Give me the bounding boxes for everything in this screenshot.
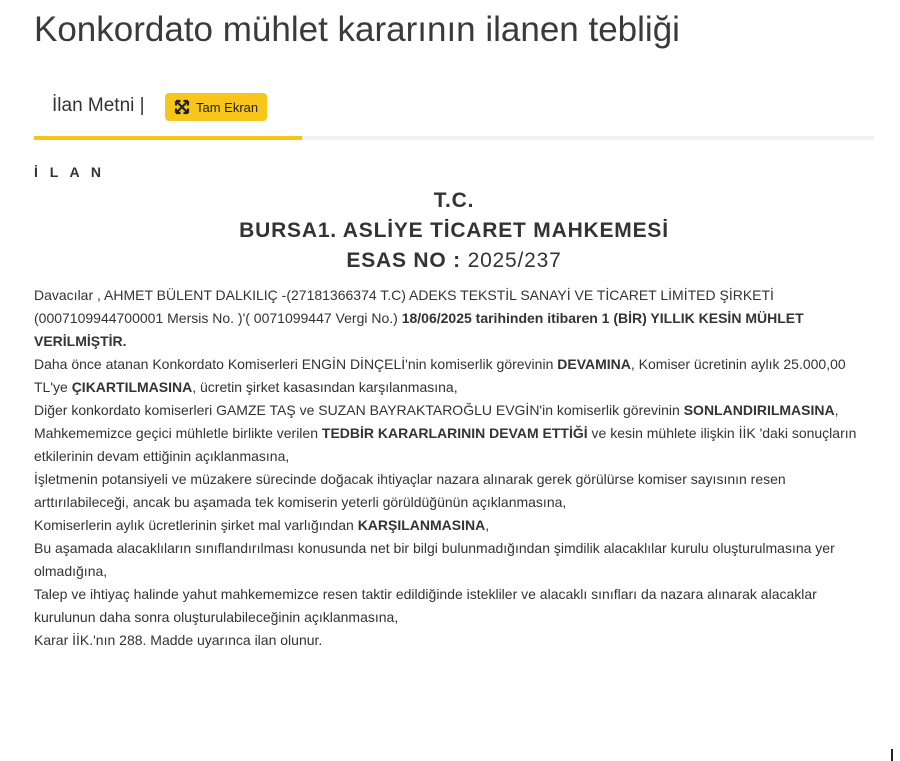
tab-ilan-metni[interactable]: İlan Metni | — [52, 95, 145, 116]
paragraph-creditors: Bu aşamada alacaklıların sınıflandırılması konusunda net bir bilgi bulunmadığından şimdilik alacaklılar kurulu oluşturulmasına yer olmadığına, — [34, 540, 835, 579]
paragraph-committee: Talep ve ihtiyaç halinde yahut mahkememizce resen taktir edildiğinde istekliler ve alacaklı sınıfları da nazara alınarak alacaklar kurulunun daha sonra oluşturulabileceğinin açıklanmasına, — [34, 586, 817, 625]
case-number-label: ESAS NO : — [346, 249, 461, 272]
expand-icon — [174, 99, 190, 115]
case-number-value: 2025/237 — [467, 249, 562, 272]
page-title: Konkordato mühlet kararının ilanen tebliği — [34, 10, 680, 49]
paragraph-potential: İşletmenin potansiyeli ve müzakere sürecinde doğacak ihtiyaçlar nazara alınarak gerek görülürse komiser sayısının resen arttırılabileceği, ancak bu aşamada tek komiserin yeterli görüldüğünün açıklanmasına, — [34, 471, 786, 510]
notice-body — [34, 284, 874, 652]
tab-bar — [34, 92, 874, 140]
court-country: T.C. — [433, 189, 475, 212]
court-name: BURSA1. ASLİYE TİCARET MAHKEMESİ — [239, 219, 669, 242]
paragraph-fees: Komiserlerin aylık ücretlerinin şirket mal varlığından KARŞILANMASINA, — [34, 517, 490, 533]
notice-heading: İ L A N — [34, 164, 106, 180]
paragraph-final: Karar İİK.'nın 288. Madde uyarınca ilan olunur. — [34, 632, 323, 648]
fullscreen-label: Tam Ekran — [196, 99, 259, 115]
paragraph-commissioner: Daha önce atanan Konkordato Komiserleri ENGİN DİNÇELİ'nin komiserlik görevinin DEVAMINA, Komiser ücretinin aylık 25.000,00 TL'ye ÇIKARTILMASINA, ücretin şirket kasasından karşılanmasına, — [34, 356, 846, 395]
paragraph-measures: Mahkememizce geçici mühletle birlikte verilen TEDBİR KARARLARININ DEVAM ETTİĞİ ve kesin mühlete ilişkin İİK 'daki sonuçların etkilerinin devam ettiğinin açıklanmasına, — [34, 425, 857, 464]
fullscreen-button[interactable] — [165, 93, 267, 121]
active-tab-indicator — [34, 136, 302, 140]
cursor-mark — [891, 749, 893, 761]
case-number — [34, 246, 874, 276]
paragraph-claimants: Davacılar , AHMET BÜLENT DALKILIÇ -(27181366374 T.C) ADEKS TEKSTİL SANAYİ VE TİCARET LİMİTED ŞİRKETİ (0007109944700001 Mersis No. )'( 0071099447 Vergi No.) 18/06/2025 tarihinden itibaren 1 (BİR) YILLIK KESİN MÜHLET VERİLMİŞTİR. — [34, 287, 804, 349]
court-header — [34, 186, 874, 276]
paragraph-other-commissioners: Diğer konkordato komiserleri GAMZE TAŞ ve SUZAN BAYRAKTAROĞLU EVGİN'in komiserlik görevinin SONLANDIRILMASINA, — [34, 402, 839, 418]
